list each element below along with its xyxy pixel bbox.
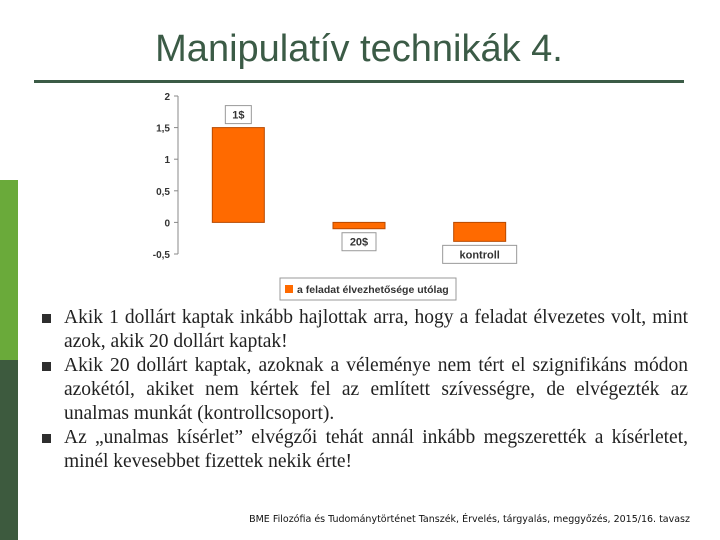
y-tick-label: 2: [164, 92, 170, 103]
y-tick-label: 0,5: [156, 186, 170, 198]
title-underline: [34, 80, 684, 83]
slide-footer: BME Filozófia és Tudománytörténet Tanszék, Érvelés, tárgyalás, meggyőzés, 2015/16. tavasz: [249, 514, 690, 525]
bar-2: [454, 222, 506, 241]
bullet-text: Akik 20 dollárt kaptak, azoknak a véleménye nem tért el szignifikáns módon azokétól, akiket nem kértek fel az említett szívességre, de elvégezték az unalmas munkát (kontrollcsoport).: [64, 355, 688, 424]
y-tick-label: -0,5: [152, 250, 170, 261]
bar-chart: [140, 86, 570, 306]
bar-0: [212, 128, 264, 223]
bar-label: 1$: [232, 109, 245, 122]
bullet-square-icon: [42, 434, 51, 443]
legend-swatch: [285, 285, 293, 293]
sidebar-stripe-dark: [0, 360, 18, 540]
y-tick-label: 0: [164, 218, 170, 230]
legend-label: a feladat élvezhetősége utólag: [297, 284, 449, 296]
bar-label: 20$: [349, 236, 369, 249]
bullet-list: [40, 306, 688, 474]
bar-1: [333, 222, 385, 228]
sidebar-stripe-top: [0, 0, 18, 180]
bullet-item: [40, 306, 688, 354]
y-tick-label: 1,5: [156, 123, 170, 135]
slide-title: Manipulatív technikák 4.: [155, 28, 563, 70]
bar-label: kontroll: [459, 249, 500, 262]
bullet-item: [40, 426, 688, 474]
bullet-text: Akik 1 dollárt kaptak inkább hajlottak arra, hogy a feladat élvezetes volt, mint azok, akik 20 dollárt kaptak!: [64, 307, 688, 352]
y-tick-label: 1: [164, 155, 170, 167]
bullet-square-icon: [42, 362, 51, 371]
bullet-text: Az „unalmas kísérlet” elvégzői tehát annál inkább megszerették a kísérletet, minél kevesebbet fizettek nekik érte!: [64, 427, 688, 472]
sidebar-stripe-green: [0, 180, 18, 360]
bullet-square-icon: [42, 314, 51, 323]
bullet-item: [40, 354, 688, 426]
